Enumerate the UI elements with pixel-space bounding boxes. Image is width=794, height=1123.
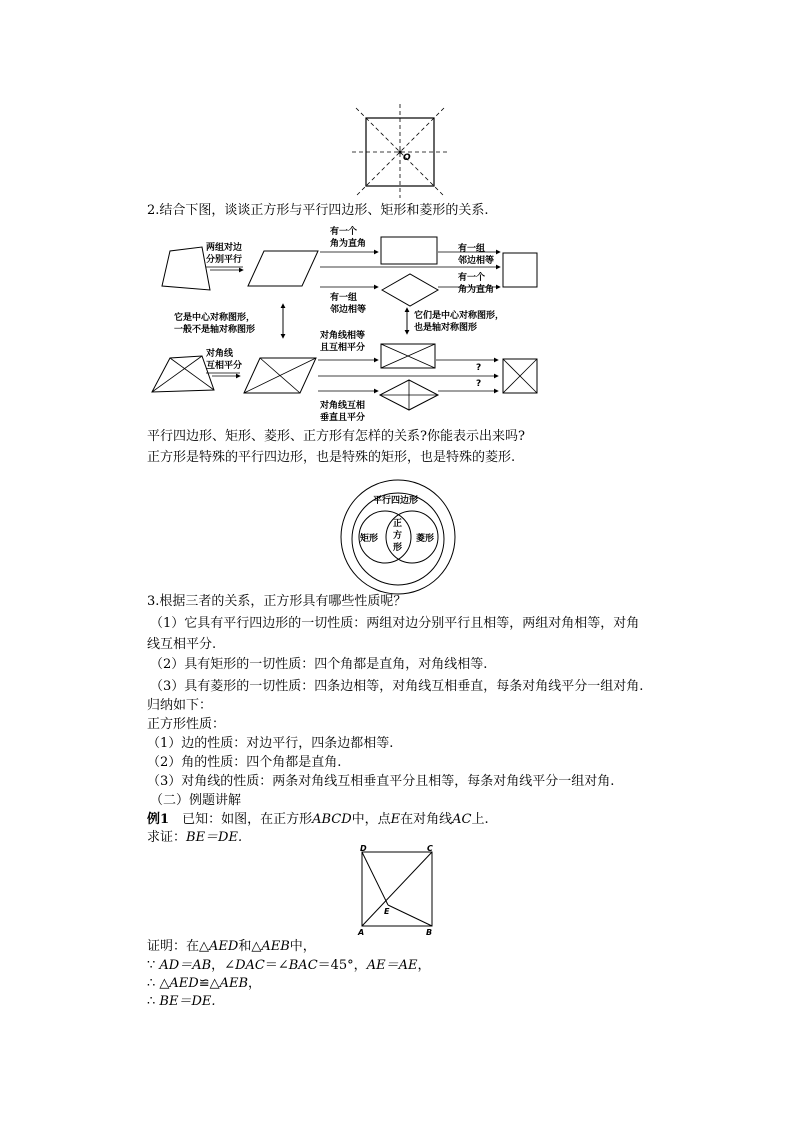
property-3: （3）具有菱形的一切性质：四条边相等，对角线互相垂直，每条对角线平分一组对角. — [150, 679, 644, 694]
part2-heading: （二）例题讲解 — [150, 793, 242, 808]
label-right-angle-1: 有一个 — [458, 273, 486, 283]
proof-3-triangle: △ — [159, 976, 170, 991]
therefore-symbol-2: ∴ — [147, 994, 160, 1009]
label-right-angle-2: 角为直角 — [458, 285, 495, 295]
summary-label: 归纳如下： — [147, 698, 213, 713]
point-e-label: E — [384, 907, 390, 916]
section2-heading: 2.结合下图，谈谈正方形与平行四边形、矩形和菱形的关系. — [147, 203, 489, 218]
answer-line: 正方形是特殊的平行四边形，也是特殊的矩形，也是特殊的菱形. — [147, 450, 516, 465]
square-symmetry-figure — [350, 100, 450, 200]
label-two-pairs-1: 两组对边 — [206, 243, 243, 253]
venn-rhombus-label: 菱形 — [416, 534, 435, 544]
proof-2-bac: BAC — [288, 958, 318, 973]
venn-diagram — [340, 478, 460, 598]
venn-square-label-2: 方 — [393, 531, 403, 541]
known-text-1: 已知：如图，在正方形 — [182, 812, 313, 827]
label-diag-equal-2: 且互相平分 — [320, 343, 366, 353]
diagonal-property: （3）对角线的性质：两条对角线互相垂直平分且相等，每条对角线平分一组对角. — [147, 774, 615, 789]
proof-2-angle-1: ，∠ — [211, 958, 236, 973]
relationship-diagram — [140, 218, 560, 430]
label-diag-perp-1: 对角线互相 — [320, 401, 366, 411]
property-1a: （1）它具有平行四边形的一切性质：两组对边分别平行且相等，两组对角相等，对角 — [150, 616, 640, 631]
proof-line-2 — [147, 957, 430, 975]
proof-1-text-b: 和△ — [238, 939, 262, 954]
known-abcd: ABCD — [312, 812, 352, 827]
prove-label: 求证： — [147, 830, 187, 845]
prove-expression: BE＝DE. — [186, 830, 243, 845]
proof-line-3 — [147, 975, 261, 993]
known-text-3: 在对角线 — [400, 812, 453, 827]
label-central-symmetric-2: 一般不是轴对称图形 — [174, 325, 256, 335]
label-adjacent-equal-2: 邻边相等 — [330, 305, 367, 315]
label-one-right-angle-1: 有一个 — [330, 227, 358, 237]
proof-1-text-a: 证明：在△ — [147, 939, 209, 954]
example-square-figure — [352, 842, 442, 938]
proof-line-1 — [147, 938, 316, 956]
example-prove — [147, 829, 242, 847]
side-property: （1）边的性质：对边平行，四条边都相等. — [147, 736, 394, 751]
label-question-1: ? — [476, 363, 482, 373]
label-central-symmetric-1: 它是中心对称图形， — [174, 313, 256, 323]
venn-rectangle-label: 矩形 — [360, 534, 379, 544]
label-diag-perp-2: 垂直且平分 — [320, 413, 366, 423]
proof-1-text-c: 中， — [289, 939, 316, 954]
proof-4-be-de: BE＝DE. — [159, 994, 216, 1009]
vertex-d-label: D — [360, 844, 367, 853]
proof-2-ad-ab: AD＝AB — [159, 958, 212, 973]
proof-2-angle-2: ＝∠ — [264, 958, 289, 973]
proof-line-4 — [147, 993, 216, 1011]
proof-3-aeb: AEB — [219, 976, 249, 991]
proof-1-aed: AED — [209, 939, 239, 954]
proof-3-congruent: ≌△ — [198, 976, 220, 991]
label-right-adjacent-1: 有一组 — [458, 244, 486, 254]
known-text-4: 上. — [471, 812, 489, 827]
label-diag-equal-1: 对角线相等 — [320, 331, 366, 341]
square-properties-title: 正方形性质： — [147, 717, 226, 732]
section3-heading: 3.根据三者的关系，正方形具有哪些性质呢？ — [147, 594, 407, 609]
proof-2-45deg: ＝45°， — [317, 958, 367, 973]
venn-parallelogram-label: 平行四边形 — [373, 496, 419, 506]
venn-square-label-3: 形 — [393, 543, 403, 553]
label-diagonals-2: 互相平分 — [206, 361, 243, 371]
question-line: 平行四边形、矩形、菱形、正方形有怎样的关系?你能表示出来吗? — [147, 429, 525, 444]
venn-square-label-1: 正 — [393, 519, 403, 529]
label-both-symmetric-1: 它们是中心对称图形， — [414, 311, 505, 321]
label-both-symmetric-2: 也是轴对称图形 — [414, 323, 478, 333]
example-label: 例1 — [147, 812, 170, 827]
example-known — [147, 811, 489, 829]
vertex-c-label: C — [427, 844, 433, 853]
property-2: （2）具有矩形的一切性质：四个角都是直角，对角线相等. — [150, 657, 488, 672]
proof-3-aed: AED — [169, 976, 199, 991]
property-1b: 线互相平分. — [147, 637, 217, 652]
label-diagonals-1: 对角线 — [206, 349, 234, 359]
proof-2-comma: ， — [417, 958, 431, 973]
proof-2-ae-ae: AE＝AE — [366, 958, 418, 973]
label-question-2: ? — [476, 379, 482, 389]
proof-2-dac: DAC — [235, 958, 265, 973]
label-one-right-angle-2: 角为直角 — [330, 239, 367, 249]
center-o-label: O — [403, 153, 411, 163]
known-ac: AC — [452, 812, 472, 827]
known-e: E — [390, 812, 401, 827]
known-text-2: 中，点 — [351, 812, 391, 827]
proof-3-comma: ， — [248, 976, 262, 991]
vertex-a-label: A — [358, 928, 365, 937]
label-two-pairs-2: 分别平行 — [206, 255, 243, 265]
because-symbol: ∵ — [147, 958, 160, 973]
vertex-b-label: B — [426, 928, 433, 937]
angle-property: （2）角的性质：四个角都是直角. — [147, 755, 342, 770]
label-right-adjacent-2: 邻边相等 — [458, 256, 495, 266]
proof-1-aeb: AEB — [261, 939, 290, 954]
label-adjacent-equal-1: 有一组 — [330, 293, 358, 303]
therefore-symbol-1: ∴ — [147, 976, 160, 991]
